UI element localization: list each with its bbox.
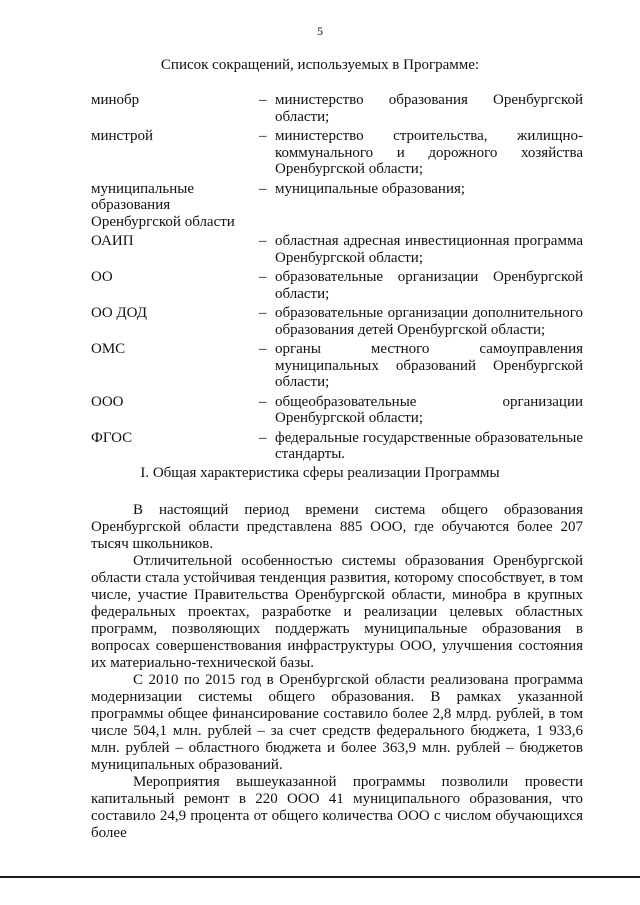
abbreviation-term: ОМС [91, 341, 126, 357]
abbreviation-definition: муниципальные образования; [275, 180, 466, 197]
abbreviation-row [91, 128, 583, 178]
abbreviation-definition: федеральные государственные образовательные стандарты. [275, 429, 583, 462]
abbreviation-definition: органы местного самоуправления муниципальных образований Оренбургской области; [275, 341, 583, 390]
abbreviation-row [91, 394, 583, 427]
abbreviation-definition: областная адресная инвестиционная программа Оренбургской области; [275, 233, 583, 266]
paragraph: Мероприятия вышеуказанной программы позволили провести капитальный ремонт в 220 ООО 41 муниципального образования, что составило 24,9 процента от общего количества ООО с числом обучающихся более [91, 774, 583, 841]
abbreviation-row [91, 341, 583, 391]
abbreviation-dash: – [259, 180, 267, 197]
abbreviations-list [91, 92, 583, 466]
abbreviation-row [91, 305, 583, 338]
abbreviation-definition: министерство образования Оренбургской области; [275, 92, 583, 125]
abbreviation-row [91, 233, 583, 266]
page-number: 5 [317, 24, 323, 38]
abbreviation-definition: министерство строительства, жилищно-коммунального и дорожного хозяйства Оренбургской области; [275, 128, 583, 177]
abbreviation-row [91, 92, 583, 125]
abbreviation-dash: – [259, 341, 267, 357]
abbreviation-row [91, 181, 583, 231]
abbreviations-title: Список сокращений, используемых в Программе: [160, 57, 480, 73]
abbreviation-term: ООО [91, 393, 124, 410]
abbreviation-term: ОАИП [91, 233, 134, 249]
abbreviation-dash: – [259, 269, 267, 285]
abbreviation-term: ОО ДОД [91, 305, 147, 321]
paragraph: В настоящий период времени система общего образования Оренбургской области представлена 885 ООО, где обучаются более 207 тысяч школьников. [91, 502, 583, 552]
abbreviation-dash: – [259, 92, 267, 108]
abbreviation-term: ФГОС [91, 429, 133, 446]
abbreviation-dash: – [259, 233, 267, 249]
abbreviation-row [91, 269, 583, 302]
abbreviation-term: минстрой [91, 128, 153, 144]
abbreviation-term: ОО [91, 269, 113, 285]
abbreviation-term: минобр [91, 92, 140, 108]
abbreviation-definition: образовательные организации Оренбургской области; [275, 269, 583, 302]
bottom-rule [0, 876, 640, 878]
section-body [91, 502, 583, 842]
abbreviation-definition: общеобразовательные организации Оренбургской области; [275, 393, 583, 426]
abbreviation-dash: – [259, 429, 267, 446]
paragraph: С 2010 по 2015 год в Оренбургской области реализована программа модернизации системы общего образования. В рамках указанной программы общее финансирование составило более 2,8 млрд. рублей, в том числе 504,1 млн. рублей – за счет средств федерального бюджета, 1 933,6 млн. рублей – областного бюджета и более 363,9 млн. рублей – бюджетов муниципальных образований. [91, 672, 583, 773]
abbreviation-row [91, 430, 583, 463]
section-heading: I. Общая характеристика сферы реализации Программы [140, 465, 500, 481]
abbreviation-dash: – [259, 393, 267, 410]
abbreviation-term: муниципальные образования Оренбургской области [91, 180, 235, 230]
abbreviation-definition: образовательные организации дополнительного образования детей Оренбургской области; [275, 305, 583, 338]
abbreviation-dash: – [259, 305, 267, 321]
paragraph: Отличительной особенностью системы образования Оренбургской области стала устойчивая тенденция развития, которому способствует, в том числе, участие Правительства Оренбургской области, минобра в крупных федеральных проектах, разработке и реализации целевых областных программ, позволяющих поддержать муниципальные образования в вопросах совершенствования инфраструктуры ООО, улучшения состояния их материально-технической базы. [91, 553, 583, 671]
abbreviation-dash: – [259, 128, 267, 144]
